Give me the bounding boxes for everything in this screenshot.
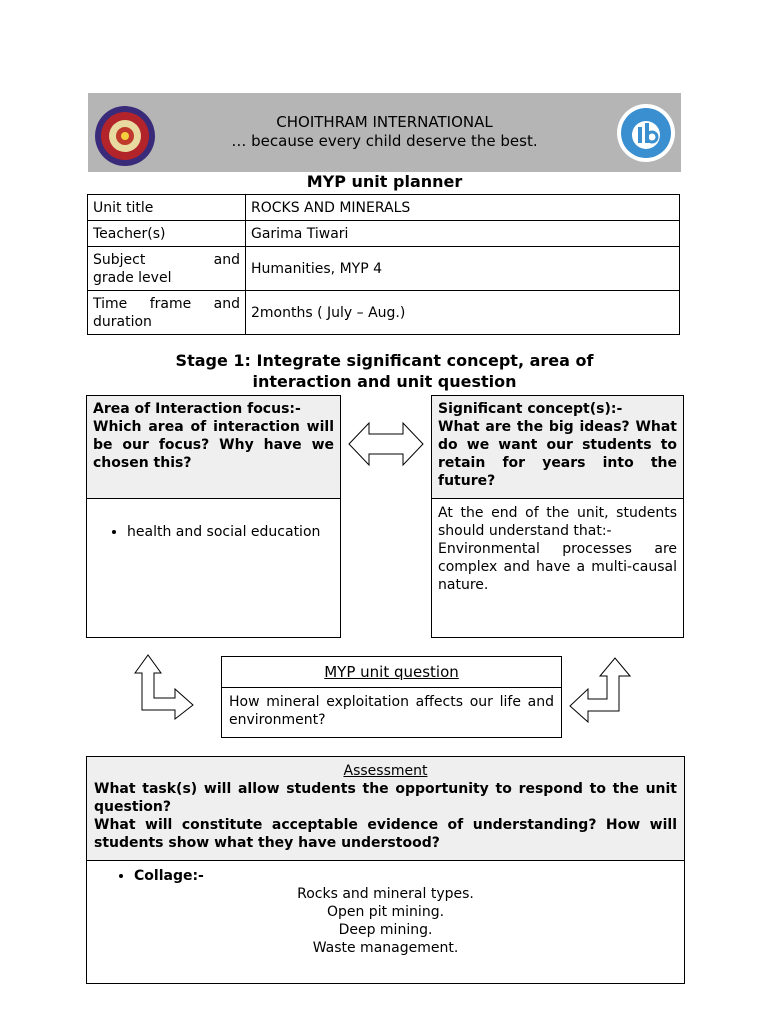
assessment-question: What task(s) will allow students the opportunity to respond to the unit question? xyxy=(94,781,677,815)
unit-question-title: MYP unit question xyxy=(222,657,561,688)
list-item: • health and social education xyxy=(127,523,334,541)
concept-body-text: Environmental processes are complex and have a multi-causal nature. xyxy=(438,541,677,593)
stage-heading xyxy=(88,350,681,392)
bent-arrow-icon xyxy=(131,653,195,721)
aoi-header-box xyxy=(86,395,341,499)
table-row xyxy=(88,221,680,247)
assessment-item: Waste management. xyxy=(312,940,459,956)
assessment-item: Rocks and mineral types. xyxy=(297,886,474,902)
label-part: and xyxy=(213,251,240,268)
concept-body-box xyxy=(431,498,684,638)
row-value: Garima Tiwari xyxy=(246,221,680,247)
concept-body-text: At the end of the unit, students should understand that:- xyxy=(438,505,677,539)
label-part: duration xyxy=(93,313,152,330)
stage-heading-line: interaction and unit question xyxy=(252,372,517,391)
assessment-header-box xyxy=(86,756,685,861)
aoi-question: Which area of interaction will be our focus? Why have we chosen this? xyxy=(93,419,334,471)
row-label: Unit title xyxy=(88,195,246,221)
label-part: and xyxy=(213,295,240,312)
concept-question: What are the big ideas? What do we want our students to retain for years into the future? xyxy=(438,419,677,489)
label-part: frame xyxy=(149,295,192,312)
school-name: CHOITHRAM INTERNATIONAL xyxy=(276,113,493,131)
aoi-heading: Area of Interaction focus:- xyxy=(93,401,301,417)
row-value: Humanities, MYP 4 xyxy=(246,247,680,291)
assessment-question: What will constitute acceptable evidence of understanding? How will students show what they have understood? xyxy=(94,817,677,851)
double-arrow-icon xyxy=(347,420,425,468)
unit-question-text: How mineral exploitation affects our life and environment? xyxy=(229,694,554,728)
assessment-title: Assessment xyxy=(343,763,428,779)
assessment-item: Deep mining. xyxy=(338,922,433,938)
list-item: • Collage:- xyxy=(134,867,677,885)
header-banner xyxy=(88,93,681,172)
row-label: Teacher(s) xyxy=(88,221,246,247)
row-value: ROCKS AND MINERALS xyxy=(246,195,680,221)
concept-header-box xyxy=(431,395,684,499)
bent-arrow-icon xyxy=(568,656,634,724)
stage-heading-line: Stage 1: Integrate significant concept, area of xyxy=(175,351,594,370)
assessment-list xyxy=(94,867,677,885)
label-part: Time xyxy=(93,295,128,312)
table-row xyxy=(88,291,680,335)
row-label xyxy=(88,247,246,291)
assessment-item: Open pit mining. xyxy=(326,904,445,920)
aoi-list xyxy=(87,523,334,541)
row-value: 2months ( July – Aug.) xyxy=(246,291,680,335)
assessment-body-box xyxy=(86,860,685,984)
row-label xyxy=(88,291,246,335)
planner-title: MYP unit planner xyxy=(306,172,463,191)
assessment-items xyxy=(94,885,677,957)
unit-info-table xyxy=(87,194,680,335)
table-row xyxy=(88,247,680,291)
label-part: grade level xyxy=(93,269,172,286)
table-row xyxy=(88,195,680,221)
aoi-body-box xyxy=(86,498,341,638)
label-part: Subject xyxy=(93,251,146,268)
unit-question-box xyxy=(221,656,562,738)
ib-world-school-logo-icon xyxy=(616,103,676,163)
concept-heading: Significant concept(s):- xyxy=(438,401,623,417)
school-tagline: … because every child deserve the best. xyxy=(231,132,538,150)
